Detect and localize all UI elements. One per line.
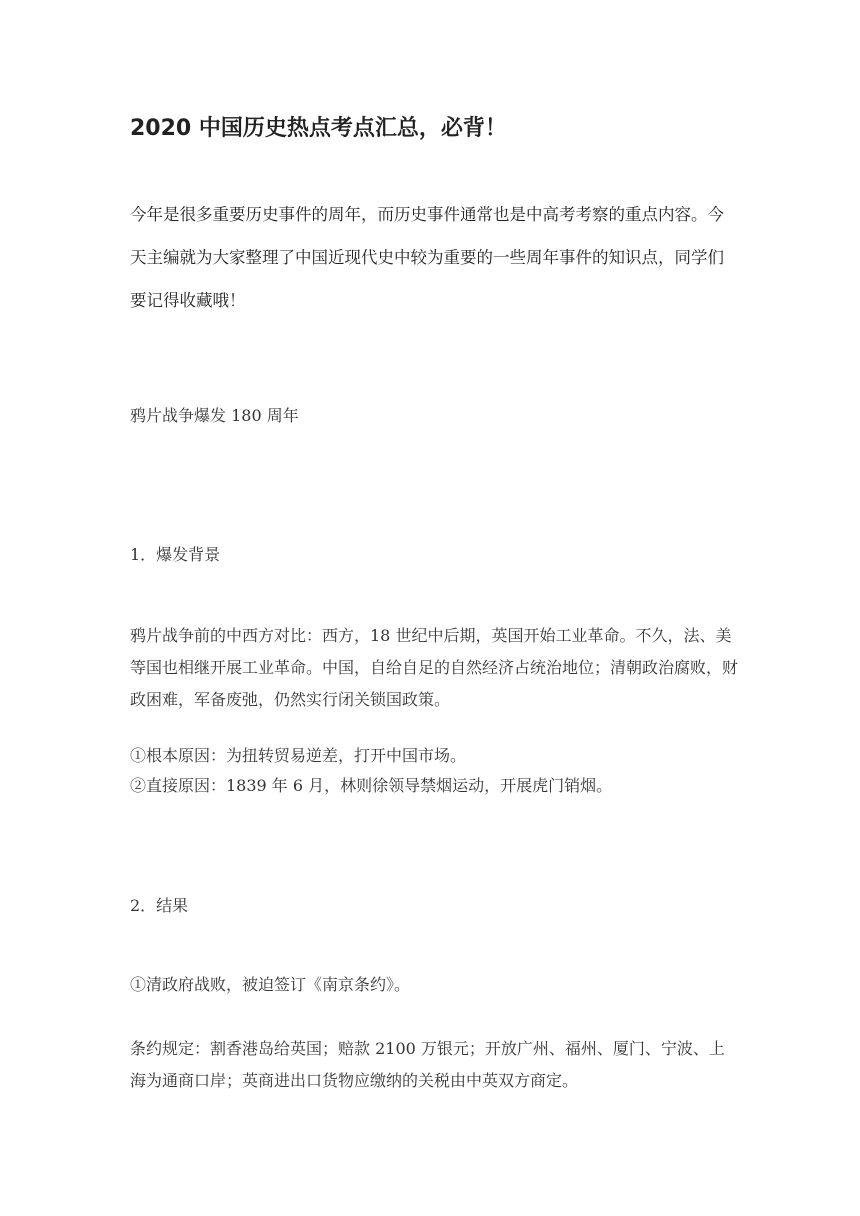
- direct-cause-item: ②直接原因：1839 年 6 月，林则徐领导禁烟运动，开展虎门销烟。: [130, 776, 613, 795]
- document-title: 2020 中国历史热点考点汇总，必背！: [130, 116, 507, 141]
- treaty-terms-paragraph: 条约规定：割香港岛给英国；赔款 2100 万银元；开放广州、福州、厦门、宁波、上海为通商口岸；英商进出口货物应缴纳的关税由中英双方商定。: [130, 1039, 725, 1090]
- root-cause-item: ①根本原因：为扭转贸易逆差，打开中国市场。: [130, 746, 467, 765]
- background-heading: 1．爆发背景: [130, 545, 221, 564]
- result-item: ①清政府战败，被迫签订《南京条约》。: [130, 975, 411, 994]
- background-paragraph: 鸦片战争前的中西方对比：西方，18 世纪中后期，英国开始工业革命。不久，法、美等国也相继开展工业革命。中国，自给自足的自然经济占统治地位；清朝政治腐败，财政困难，军备废弛，仍然实行闭关锁国政策。: [130, 626, 739, 709]
- intro-paragraph: 今年是很多重要历史事件的周年，而历史事件通常也是中高考考察的重点内容。今天主编就为大家整理了中国近现代史中较为重要的一些周年事件的知识点，同学们要记得收藏哦！: [130, 205, 724, 310]
- result-heading: 2．结果: [130, 896, 189, 915]
- section-title: 鸦片战争爆发 180 周年: [130, 406, 299, 425]
